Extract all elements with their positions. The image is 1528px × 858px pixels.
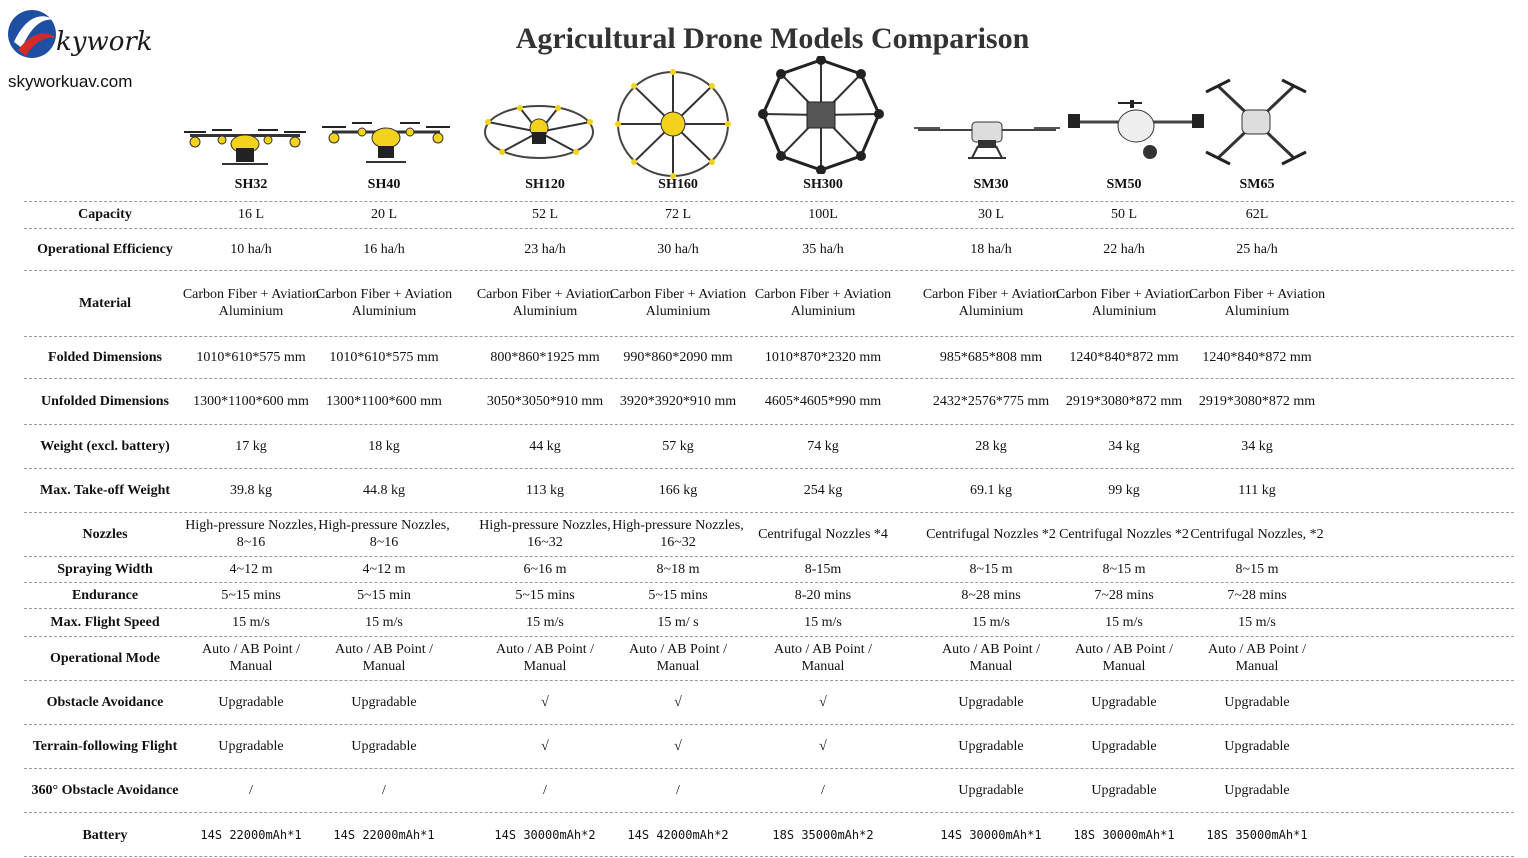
table-cell: 39.8 kg bbox=[230, 483, 272, 498]
table-cell: 7~28 mins bbox=[1227, 588, 1287, 603]
row-label: Unfolded Dimensions bbox=[41, 394, 169, 409]
table-cell: 254 kg bbox=[803, 483, 843, 498]
row-divider bbox=[24, 768, 1514, 769]
table-cell: 1300*1100*600 mm bbox=[193, 394, 309, 409]
table-cell: 15 m/s bbox=[804, 615, 842, 630]
table-cell: 14S 30000mAh*2 bbox=[494, 828, 596, 842]
table-cell: Upgradable bbox=[958, 739, 1024, 754]
table-cell: 10 ha/h bbox=[230, 242, 272, 257]
table-cell: 4605*4605*990 mm bbox=[764, 394, 882, 409]
sm30-drone-image bbox=[914, 118, 1060, 160]
table-cell: 17 kg bbox=[235, 439, 267, 454]
website-url[interactable]: skyworkuav.com bbox=[8, 72, 133, 91]
table-cell: Auto / AB Point / Manual bbox=[628, 642, 728, 674]
table-cell: 20 L bbox=[370, 207, 398, 222]
table-cell: 15 m/s bbox=[972, 615, 1010, 630]
table-cell: / bbox=[543, 783, 547, 798]
table-cell: 100L bbox=[808, 207, 838, 222]
table-cell: 6~16 m bbox=[523, 562, 567, 577]
svg-text:kywork: kywork bbox=[56, 27, 153, 57]
table-cell: Upgradable bbox=[1091, 783, 1157, 798]
table-cell: 35 ha/h bbox=[802, 242, 844, 257]
table-cell: Carbon Fiber + Aviation Aluminium bbox=[476, 287, 614, 319]
table-cell: Centrifugal Nozzles *4 bbox=[758, 527, 888, 542]
table-cell: High-pressure Nozzles, 8~16 bbox=[318, 518, 450, 550]
table-cell: 4~12 m bbox=[362, 562, 406, 577]
row-label: Nozzles bbox=[82, 527, 128, 542]
model-header-sm30: SM30 bbox=[973, 177, 1009, 192]
table-cell: Auto / AB Point / Manual bbox=[495, 642, 595, 674]
model-header-sh160: SH160 bbox=[658, 177, 698, 192]
table-cell: Carbon Fiber + Aviation Aluminium bbox=[1188, 287, 1326, 319]
row-label: Obstacle Avoidance bbox=[46, 695, 164, 710]
row-divider bbox=[24, 228, 1514, 229]
table-cell: 3050*3050*910 mm bbox=[486, 394, 604, 409]
table-cell: 15 m/s bbox=[365, 615, 403, 630]
table-cell: Auto / AB Point / Manual bbox=[773, 642, 873, 674]
table-cell: 5~15 min bbox=[357, 588, 411, 603]
table-cell: √ bbox=[819, 695, 827, 710]
table-cell: 166 kg bbox=[658, 483, 698, 498]
table-cell: 16 L bbox=[237, 207, 265, 222]
table-cell: Auto / AB Point / Manual bbox=[201, 642, 301, 674]
row-label: Operational Mode bbox=[49, 651, 161, 666]
table-cell: 1240*840*872 mm bbox=[1069, 350, 1179, 365]
table-cell: Upgradable bbox=[1224, 739, 1290, 754]
row-label: Material bbox=[78, 296, 132, 311]
row-label: Capacity bbox=[78, 207, 132, 222]
table-cell: 8-20 mins bbox=[794, 588, 852, 603]
row-label: Terrain-following Flight bbox=[32, 739, 178, 754]
table-cell: 16 ha/h bbox=[363, 242, 405, 257]
table-cell: 2919*3080*872 mm bbox=[1065, 394, 1183, 409]
table-cell: 69.1 kg bbox=[970, 483, 1012, 498]
table-cell: 14S 42000mAh*2 bbox=[627, 828, 729, 842]
table-cell: 15 m/s bbox=[232, 615, 270, 630]
table-cell: 44 kg bbox=[529, 439, 561, 454]
table-cell: 62L bbox=[1245, 207, 1269, 222]
table-cell: 15 m/s bbox=[526, 615, 564, 630]
table-cell: 18S 30000mAh*1 bbox=[1073, 828, 1175, 842]
row-divider bbox=[24, 336, 1514, 337]
table-cell: Upgradable bbox=[218, 739, 284, 754]
row-divider bbox=[24, 378, 1514, 379]
table-cell: 7~28 mins bbox=[1094, 588, 1154, 603]
row-divider bbox=[24, 468, 1514, 469]
row-label: Max. Flight Speed bbox=[50, 615, 160, 630]
sm50-drone-image bbox=[1068, 100, 1204, 162]
model-header-sm65: SM65 bbox=[1239, 177, 1275, 192]
table-cell: Upgradable bbox=[1091, 695, 1157, 710]
page-title: Agricultural Drone Models Comparison bbox=[515, 22, 1030, 55]
table-cell: Auto / AB Point / Manual bbox=[1207, 642, 1307, 674]
table-cell: / bbox=[676, 783, 680, 798]
table-cell: 34 kg bbox=[1108, 439, 1140, 454]
table-cell: 28 kg bbox=[975, 439, 1007, 454]
table-cell: 30 L bbox=[977, 207, 1005, 222]
table-cell: 57 kg bbox=[662, 439, 694, 454]
table-cell: 8~15 m bbox=[1235, 562, 1279, 577]
table-cell: 8~15 m bbox=[1102, 562, 1146, 577]
table-cell: Upgradable bbox=[1091, 739, 1157, 754]
table-cell: Auto / AB Point / Manual bbox=[941, 642, 1041, 674]
table-cell: Upgradable bbox=[958, 783, 1024, 798]
table-cell: Carbon Fiber + Aviation Aluminium bbox=[609, 287, 747, 319]
row-label: Endurance bbox=[71, 588, 139, 603]
sm65-drone-image bbox=[1204, 72, 1308, 172]
sh120-drone-image bbox=[480, 96, 598, 168]
row-label: Operational Efficiency bbox=[37, 242, 173, 257]
table-cell: 2432*2576*775 mm bbox=[932, 394, 1050, 409]
table-cell: 18 kg bbox=[368, 439, 400, 454]
table-cell: Upgradable bbox=[1224, 783, 1290, 798]
table-cell: Carbon Fiber + Aviation Aluminium bbox=[754, 287, 892, 319]
table-cell: 1240*840*872 mm bbox=[1202, 350, 1312, 365]
row-divider bbox=[24, 424, 1514, 425]
row-label: Max. Take-off Weight bbox=[39, 483, 171, 498]
model-header-sh32: SH32 bbox=[234, 177, 268, 192]
row-label: Weight (excl. battery) bbox=[40, 439, 170, 454]
table-cell: Auto / AB Point / Manual bbox=[1074, 642, 1174, 674]
table-cell: 8~28 mins bbox=[961, 588, 1021, 603]
table-cell: High-pressure Nozzles, 16~32 bbox=[479, 518, 611, 550]
row-divider bbox=[24, 201, 1514, 202]
sh160-drone-image bbox=[614, 68, 732, 180]
table-cell: 52 L bbox=[531, 207, 559, 222]
table-cell: 1010*610*575 mm bbox=[196, 350, 306, 365]
sh40-drone-image bbox=[322, 118, 450, 168]
table-cell: 800*860*1925 mm bbox=[490, 350, 600, 365]
table-cell: 2919*3080*872 mm bbox=[1198, 394, 1316, 409]
table-cell: 99 kg bbox=[1108, 483, 1140, 498]
table-cell: √ bbox=[541, 739, 549, 754]
table-cell: 74 kg bbox=[807, 439, 839, 454]
table-cell: 1300*1100*600 mm bbox=[326, 394, 442, 409]
model-header-sh40: SH40 bbox=[367, 177, 401, 192]
row-divider bbox=[24, 680, 1514, 681]
table-cell: 1010*870*2320 mm bbox=[764, 350, 882, 365]
table-cell: 23 ha/h bbox=[524, 242, 566, 257]
table-cell: Auto / AB Point / Manual bbox=[334, 642, 434, 674]
table-cell: 8~18 m bbox=[656, 562, 700, 577]
table-cell: 5~15 mins bbox=[648, 588, 708, 603]
row-divider bbox=[24, 556, 1514, 557]
table-cell: 8-15m bbox=[804, 562, 842, 577]
table-cell: 4~12 m bbox=[229, 562, 273, 577]
table-cell: 5~15 mins bbox=[515, 588, 575, 603]
row-divider bbox=[24, 724, 1514, 725]
table-cell: Upgradable bbox=[351, 695, 417, 710]
model-header-sh120: SH120 bbox=[525, 177, 565, 192]
table-cell: Centrifugal Nozzles *2 bbox=[926, 527, 1056, 542]
table-cell: 113 kg bbox=[526, 483, 564, 498]
table-cell: 8~15 m bbox=[969, 562, 1013, 577]
table-cell: Carbon Fiber + Aviation Aluminium bbox=[315, 287, 453, 319]
table-cell: 990*860*2090 mm bbox=[623, 350, 733, 365]
row-label: 360° Obstacle Avoidance bbox=[31, 783, 179, 798]
row-divider bbox=[24, 270, 1514, 271]
row-label: Folded Dimensions bbox=[48, 350, 162, 365]
model-header-sm50: SM50 bbox=[1106, 177, 1142, 192]
table-cell: Centrifugal Nozzles, *2 bbox=[1190, 527, 1324, 542]
table-cell: 15 m/s bbox=[1105, 615, 1143, 630]
table-cell: High-pressure Nozzles, 8~16 bbox=[185, 518, 317, 550]
table-cell: √ bbox=[819, 739, 827, 754]
table-cell: Upgradable bbox=[1224, 695, 1290, 710]
row-label: Battery bbox=[82, 828, 128, 843]
sh300-drone-image bbox=[757, 56, 885, 174]
table-cell: / bbox=[382, 783, 386, 798]
table-cell: 111 kg bbox=[1238, 483, 1276, 498]
table-cell: 15 m/s bbox=[1238, 615, 1276, 630]
table-cell: 3920*3920*910 mm bbox=[619, 394, 737, 409]
table-cell: 985*685*808 mm bbox=[939, 350, 1043, 365]
table-cell: 15 m/ s bbox=[657, 615, 699, 630]
sh32-drone-image bbox=[182, 124, 308, 172]
table-cell: Carbon Fiber + Aviation Aluminium bbox=[1055, 287, 1193, 319]
row-divider bbox=[24, 512, 1514, 513]
table-cell: 22 ha/h bbox=[1103, 242, 1145, 257]
table-cell: √ bbox=[674, 739, 682, 754]
row-divider bbox=[24, 608, 1514, 609]
table-cell: √ bbox=[674, 695, 682, 710]
row-divider bbox=[24, 812, 1514, 813]
table-cell: Upgradable bbox=[958, 695, 1024, 710]
row-label: Spraying Width bbox=[57, 562, 153, 577]
table-cell: 5~15 mins bbox=[221, 588, 281, 603]
table-cell: 14S 22000mAh*1 bbox=[333, 828, 435, 842]
table-cell: Carbon Fiber + Aviation Aluminium bbox=[182, 287, 320, 319]
table-cell: Upgradable bbox=[218, 695, 284, 710]
table-cell: 1010*610*575 mm bbox=[329, 350, 439, 365]
table-cell: 44.8 kg bbox=[363, 483, 405, 498]
table-cell: 18S 35000mAh*1 bbox=[1206, 828, 1308, 842]
table-cell: 34 kg bbox=[1241, 439, 1273, 454]
row-divider bbox=[24, 856, 1514, 857]
table-cell: Upgradable bbox=[351, 739, 417, 754]
row-divider bbox=[24, 636, 1514, 637]
table-cell: High-pressure Nozzles, 16~32 bbox=[612, 518, 744, 550]
table-cell: 18S 35000mAh*2 bbox=[772, 828, 874, 842]
table-cell: Carbon Fiber + Aviation Aluminium bbox=[922, 287, 1060, 319]
table-cell: 30 ha/h bbox=[657, 242, 699, 257]
row-divider bbox=[24, 582, 1514, 583]
model-header-sh300: SH300 bbox=[803, 177, 843, 192]
table-cell: 25 ha/h bbox=[1236, 242, 1278, 257]
table-cell: / bbox=[249, 783, 253, 798]
table-cell: √ bbox=[541, 695, 549, 710]
table-cell: Centrifugal Nozzles *2 bbox=[1059, 527, 1189, 542]
table-cell: 18 ha/h bbox=[970, 242, 1012, 257]
table-cell: 72 L bbox=[664, 207, 692, 222]
table-cell: / bbox=[821, 783, 825, 798]
table-cell: 14S 30000mAh*1 bbox=[940, 828, 1042, 842]
table-cell: 50 L bbox=[1110, 207, 1138, 222]
table-cell: 14S 22000mAh*1 bbox=[200, 828, 302, 842]
